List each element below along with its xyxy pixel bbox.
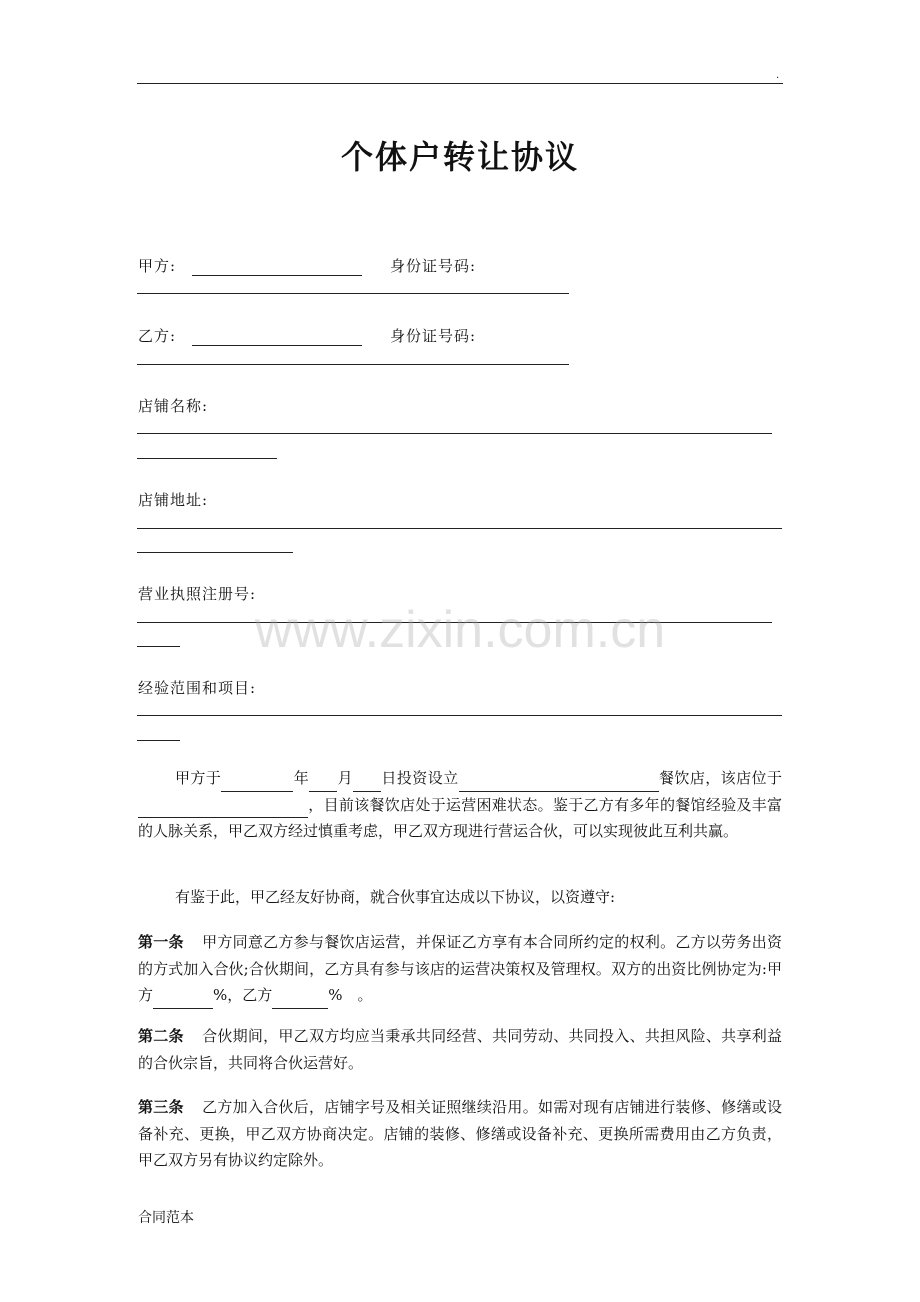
location-blank [138,802,308,818]
party-b-label: 乙方: [138,327,177,345]
month-blank [309,776,337,792]
scope-blank-1 [137,715,782,716]
document-title: 个体户转让协议 [340,138,579,176]
party-b-id-label: 身份证号码: [390,327,477,345]
party-a-id-blank [137,293,569,294]
day-blank [353,776,381,792]
article-3-heading: 第三条 [138,1098,184,1116]
year-blank [221,776,293,792]
party-a-id-label: 身份证号码: [390,257,477,275]
store-address-blank-2 [137,552,293,553]
watermark: www.zixin.com.cn [254,601,666,659]
intro-paragraph-2: 有鉴于此，甲乙经友好协商，就合伙事宜达成以下协议，以资遵守: [175,888,616,906]
article-3-text: 乙方加入合伙后，店铺字号及相关证照继续沿用。如需对现有店铺进行装修、修缮或设备补充、更换，甲乙双方协商决定。店铺的装修、修缮或设备补充、更换所需费用由乙方负责，甲乙双方另有协议约定除外。 [138,1098,782,1169]
scope-blank-2 [137,740,180,741]
header-dot: . [776,70,780,81]
restaurant-name-blank [459,776,659,792]
license-label: 营业执照注册号: [138,585,257,603]
intro-paragraph [138,765,782,845]
party-b-share-blank [272,993,328,1009]
article-1-heading: 第一条 [138,933,184,951]
article-1 [138,929,782,1009]
article-1-text-a: 甲方同意乙方参与餐饮店运营，并保证乙方享有本合同所约定的权利。乙方以劳务出资的方式加入合伙;合伙期间，乙方具有参与该店的运营决策权及管理权。双方的出资比例协定为:甲方 [138,933,782,1004]
intro-text-c: 月 [337,769,353,787]
party-a-row [138,255,362,276]
intro-text-d: 日投资设立 [381,769,459,787]
store-address-label: 店铺地址: [138,491,209,509]
article-1-text-c: % 。 [328,986,373,1004]
scope-label: 经验范围和项目: [138,679,257,697]
article-1-text-b: %，乙方 [213,986,273,1004]
article-2-text: 合伙期间，甲乙双方均应当秉承共同经营、共同劳动、共同投入、共担风险、共享利益的合伙宗旨，共同将合伙运营好。 [138,1027,782,1072]
article-3 [138,1094,782,1174]
store-address-blank-1 [137,528,782,529]
intro-text-a: 甲方于 [175,769,222,787]
party-a-label: 甲方: [138,257,177,275]
store-name-blank-1 [137,433,772,434]
party-b-name-blank [192,330,362,346]
party-b-row [138,325,362,346]
intro-text-e: 餐饮店，该店位于 [658,769,782,787]
header-rule [137,83,783,84]
party-a-share-blank [153,993,213,1009]
intro-text-f: ，目前该餐饮店处于运营困难状态。鉴于乙方有多年的餐馆经验及丰富的人脉关系，甲乙双方经过慎重考虑，甲乙双方现进行营运合伙，可以实现彼此互利共赢。 [138,795,782,840]
article-2 [138,1023,782,1076]
party-b-id-blank [137,364,569,365]
intro-text-b: 年 [293,769,310,787]
party-a-name-blank [192,260,362,276]
article-2-heading: 第二条 [138,1027,184,1045]
store-name-label: 店铺名称: [138,397,209,415]
footer-label: 合同范本 [138,1210,194,1226]
store-name-blank-2 [137,458,277,459]
